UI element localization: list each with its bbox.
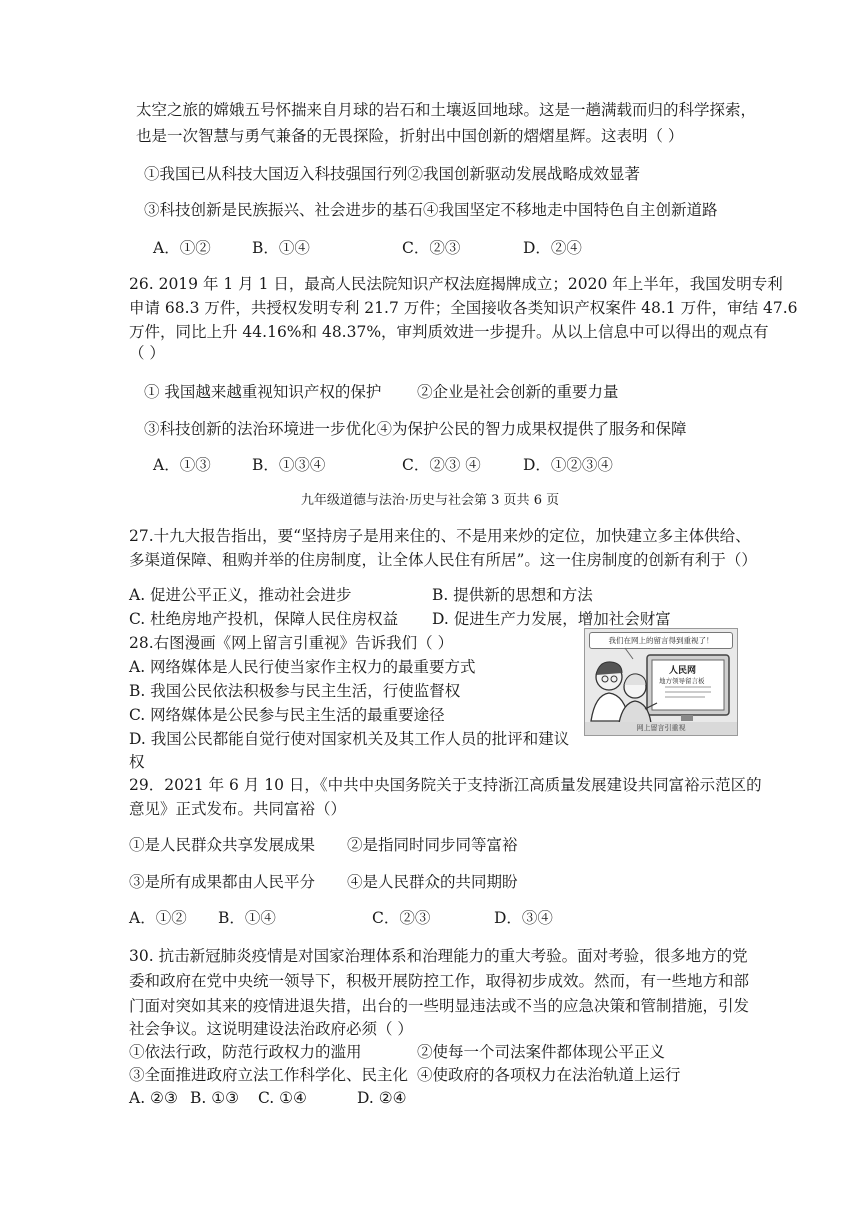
q29-statement-1: ①是人民群众共享发展成果 [129, 836, 316, 854]
q28-option-c: C. 网络媒体是公民参与民主生活的最重要途径 [129, 706, 445, 724]
q25-statement-1: ①我国已从科技大国迈入科技强国行列②我国创新驱动发展战略成效显著 [144, 165, 641, 183]
q29-option-c: C．②③ [372, 909, 431, 927]
q29-option-b: B．①④ [218, 909, 276, 927]
q27-option-a: A. 促进公平正义，推动社会进步 [129, 586, 352, 604]
q28-option-d-continued: 权 [129, 753, 145, 771]
q27-option-c: C. 杜绝房地产投机，保障人民住房权益 [129, 610, 399, 628]
q25-option-c: C．②③ [402, 239, 461, 257]
q27-option-d: D. 促进生产力发展，增加社会财富 [432, 610, 671, 628]
q25-option-d: D．②④ [523, 239, 582, 257]
q30-option-d: D. ②④ [357, 1089, 407, 1107]
q25-option-b: B．①④ [252, 239, 310, 257]
q30-option-b: B. ①③ [190, 1089, 240, 1107]
q29-option-a: A．①② [129, 909, 187, 927]
q28-option-b: B. 我国公民依法积极参与民主生活，行使监督权 [129, 682, 461, 700]
q30-statement-1: ①依法行政，防范行政权力的滥用 [129, 1043, 362, 1061]
q26-stem-line-3: 万件，同比上升 44.16%和 48.37%，审判质效进一步提升。从以上信息中可以得出的观点有 [129, 323, 769, 341]
q27-stem-line-1: 27.十九大报告指出，要“坚持房子是用来住的、不是用来炒的定位，加快建立多主体供给、 [129, 527, 751, 545]
cartoon-screen-subtitle: 地方领导留言板 [659, 677, 705, 685]
cartoon-caption: 网上留言引重视 [585, 722, 737, 735]
q25-stem-line-2: 也是一次智慧与勇气兼备的无畏探险，折射出中国创新的熠熠星辉。这表明（ ） [136, 127, 684, 145]
q30-statement-4: ④使政府的各项权力在法治轨道上运行 [417, 1066, 681, 1084]
q30-stem-line-1: 30. 抗击新冠肺炎疫情是对国家治理体系和治理能力的重大考验。面对考验，很多地方的党 [129, 947, 748, 965]
q30-option-c: C. ①④ [258, 1089, 307, 1107]
q26-stem-line-4: （ ） [129, 344, 165, 362]
q26-statement-1: ① 我国越来越重视知识产权的保护 [144, 383, 382, 401]
q29-stem-line-1: 29．2021 年 6 月 10 日，《中共中央国务院关于支持浙江高质量发展建设共同富裕示范区的 [129, 776, 762, 794]
page-footer: 九年级道德与法治·历史与社会第 3 页共 6 页 [300, 493, 560, 508]
q30-stem-line-4: 社会争议。这说明建设法治政府必须（ ） [129, 1020, 413, 1038]
q25-option-a: A．①② [153, 239, 211, 257]
q28-option-d: D. 我国公民都能自觉行使对国家机关及其工作人员的批评和建议 [129, 730, 570, 748]
q29-statement-2: ②是指同时同步同等富裕 [347, 836, 518, 854]
q29-statement-3: ③是所有成果都由人民平分 [129, 873, 316, 891]
q30-stem-line-3: 门面对突如其来的疫情进退失措，出台的一些明显违法或不当的应急决策和管制措施，引发 [129, 997, 750, 1015]
q26-statement-2: ②企业是社会创新的重要力量 [417, 383, 619, 401]
q28-option-a: A. 网络媒体是人民行使当家作主权力的最重要方式 [129, 658, 476, 676]
q30-statement-3: ③全面推进政府立法工作科学化、民主化 [129, 1066, 409, 1084]
q25-statement-2: ③科技创新是民族振兴、社会进步的基石④我国坚定不移地走中国特色自主创新道路 [144, 201, 718, 219]
q26-option-d: D．①②③④ [523, 456, 613, 474]
q29-option-d: D．③④ [494, 909, 553, 927]
q29-stem-line-2: 意见》正式发布。共同富裕（） [129, 800, 347, 818]
q26-statement-3: ③科技创新的法治环境进一步优化④为保护公民的智力成果权提供了服务和保障 [144, 420, 687, 438]
q30-statement-2: ②使每一个司法案件都体现公平正义 [417, 1043, 666, 1061]
q27-option-b: B. 提供新的思想和方法 [432, 586, 593, 604]
q26-option-c: C．②③ ④ [402, 456, 481, 474]
q26-option-b: B．①③④ [252, 456, 326, 474]
q26-stem-line-1: 26. 2019 年 1 月 1 日，最高人民法院知识产权法庭揭牌成立；2020 年上半年，我国发明专利 [129, 275, 783, 293]
q26-stem-line-2: 申请 68.3 万件，共授权发明专利 21.7 万件；全国接收各类知识产权案件 48.1 万件，审结 47.6 [129, 299, 798, 317]
q29-statement-4: ④是人民群众的共同期盼 [347, 873, 518, 891]
q28-stem: 28.右图漫画《网上留言引重视》告诉我们（ ） [129, 634, 454, 652]
cartoon-speech-bubble: 我们在网上的留言得到重视了！ [589, 632, 733, 649]
q30-stem-line-2: 委和政府在党中央统一领导下，积极开展防控工作，取得初步成效。然而，有一些地方和部 [129, 972, 750, 990]
q26-option-a: A．①③ [153, 456, 211, 474]
q27-stem-line-2: 多渠道保障、租购并举的住房制度，让全体人民住有所居”。这一住房制度的创新有利于（） [129, 551, 757, 569]
q30-option-a: A. ②③ [129, 1089, 178, 1107]
cartoon-screen-title: 人民网 [669, 666, 697, 676]
q25-stem-line-1: 太空之旅的嫦娥五号怀揣来自月球的岩石和土壤返回地球。这是一趟满载而归的科学探索， [136, 101, 757, 119]
cartoon-illustration [584, 628, 738, 736]
